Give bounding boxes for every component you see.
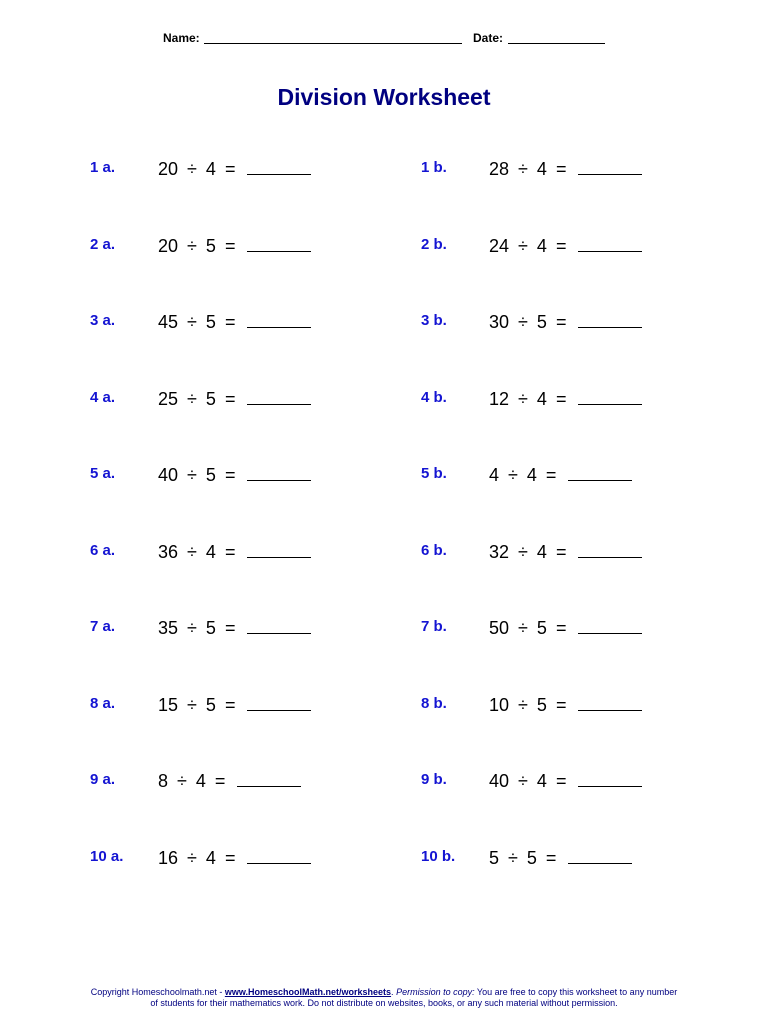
- answer-blank[interactable]: [247, 849, 311, 864]
- problem-number: 9 b.: [421, 771, 447, 788]
- dividend: 40: [158, 465, 179, 485]
- answer-blank[interactable]: [568, 849, 632, 864]
- problem-number: 2 b.: [421, 235, 447, 253]
- dividend: 20: [158, 235, 179, 256]
- division-sign: ÷: [518, 771, 528, 791]
- dividend: 36: [158, 541, 179, 562]
- divisor: 5: [205, 465, 216, 485]
- answer-blank[interactable]: [247, 313, 311, 328]
- divisor: 5: [205, 312, 216, 332]
- problem-expression: [158, 235, 311, 257]
- dividend: 25: [158, 388, 179, 409]
- problem-number: 1 b.: [421, 159, 447, 176]
- equals-sign: =: [545, 847, 557, 868]
- name-blank-line[interactable]: [204, 43, 462, 44]
- division-sign: ÷: [518, 541, 528, 562]
- division-sign: ÷: [187, 235, 197, 256]
- problem-expression: [489, 464, 632, 486]
- divisor: 4: [536, 388, 547, 409]
- dividend: 20: [158, 159, 179, 179]
- equals-sign: =: [555, 388, 567, 409]
- footer-copyright: [90, 987, 678, 1009]
- worksheet-header: [0, 30, 768, 50]
- answer-blank[interactable]: [578, 160, 642, 175]
- answer-blank[interactable]: [578, 543, 642, 558]
- problem-item: [421, 694, 721, 724]
- problem-item: [90, 770, 390, 800]
- answer-blank[interactable]: [247, 466, 311, 481]
- divisor: 4: [536, 541, 547, 562]
- division-sign: ÷: [177, 771, 187, 791]
- dividend: 40: [489, 771, 510, 791]
- dividend: 50: [489, 618, 510, 638]
- equals-sign: =: [555, 771, 567, 791]
- problem-expression: [158, 158, 311, 180]
- equals-sign: =: [224, 159, 236, 179]
- problem-number: 5 a.: [90, 465, 116, 482]
- division-sign: ÷: [518, 388, 528, 409]
- dividend: 4: [489, 465, 500, 485]
- problem-number: 2 a.: [90, 235, 116, 253]
- answer-blank[interactable]: [578, 313, 642, 328]
- problem-item: [421, 464, 721, 494]
- answer-blank[interactable]: [247, 160, 311, 175]
- problem-number: 8 a.: [90, 694, 116, 712]
- equals-sign: =: [214, 771, 226, 791]
- division-sign: ÷: [518, 312, 528, 332]
- problem-expression: [489, 694, 642, 716]
- equals-sign: =: [224, 541, 236, 562]
- problem-expression: [158, 388, 311, 410]
- divisor: 5: [205, 235, 216, 256]
- dividend: 15: [158, 694, 179, 715]
- divisor: 5: [536, 312, 547, 332]
- divisor: 5: [205, 694, 216, 715]
- equals-sign: =: [224, 312, 236, 332]
- problem-number: 3 a.: [90, 312, 116, 329]
- dividend: 12: [489, 388, 510, 409]
- problem-expression: [158, 847, 311, 869]
- date-label: Date:: [473, 31, 504, 45]
- problem-expression: [158, 311, 311, 333]
- division-sign: ÷: [518, 235, 528, 256]
- problem-expression: [158, 617, 311, 639]
- worksheets-link[interactable]: www.HomeschoolMath.net/worksheets: [224, 987, 392, 997]
- problem-number: 10 b.: [421, 847, 456, 865]
- problem-expression: [489, 158, 642, 180]
- answer-blank[interactable]: [247, 543, 311, 558]
- equals-sign: =: [224, 694, 236, 715]
- dividend: 30: [489, 312, 510, 332]
- problem-item: [421, 847, 721, 877]
- equals-sign: =: [224, 235, 236, 256]
- answer-blank[interactable]: [578, 772, 642, 787]
- division-sign: ÷: [187, 465, 197, 485]
- division-sign: ÷: [518, 618, 528, 638]
- dividend: 10: [489, 694, 510, 715]
- answer-blank[interactable]: [568, 466, 632, 481]
- equals-sign: =: [224, 847, 236, 868]
- division-sign: ÷: [187, 847, 197, 868]
- problem-item: [90, 388, 390, 418]
- equals-sign: =: [545, 465, 557, 485]
- equals-sign: =: [555, 235, 567, 256]
- problem-expression: [489, 847, 632, 869]
- problem-expression: [158, 541, 311, 563]
- division-sign: ÷: [187, 541, 197, 562]
- divisor: 5: [526, 847, 537, 868]
- divisor: 5: [536, 694, 547, 715]
- dividend: 35: [158, 618, 179, 638]
- dividend: 45: [158, 312, 179, 332]
- problem-expression: [489, 388, 642, 410]
- dividend: 16: [158, 847, 179, 868]
- equals-sign: =: [224, 465, 236, 485]
- problem-expression: [158, 464, 311, 486]
- date-blank-line[interactable]: [508, 43, 605, 44]
- division-sign: ÷: [187, 159, 197, 179]
- page-title: Division Worksheet: [277, 84, 491, 110]
- equals-sign: =: [555, 541, 567, 562]
- problem-item: [90, 694, 390, 724]
- divisor: 4: [205, 159, 216, 179]
- problem-number: 3 b.: [421, 312, 447, 329]
- footer-period: .: [391, 987, 397, 997]
- division-sign: ÷: [187, 388, 197, 409]
- problem-item: [90, 158, 390, 188]
- problem-item: [421, 388, 721, 418]
- problem-number: 1 a.: [90, 159, 116, 176]
- dividend: 8: [158, 771, 169, 791]
- divisor: 5: [205, 388, 216, 409]
- divisor: 4: [195, 771, 206, 791]
- dividend: 24: [489, 235, 510, 256]
- problem-item: [421, 770, 721, 800]
- dividend: 32: [489, 541, 510, 562]
- equals-sign: =: [555, 694, 567, 715]
- problem-number: 7 b.: [421, 618, 447, 635]
- problem-item: [90, 311, 390, 341]
- problem-number: 6 a.: [90, 541, 116, 559]
- problem-item: [90, 464, 390, 494]
- problem-expression: [489, 311, 642, 333]
- equals-sign: =: [555, 159, 567, 179]
- problem-number: 4 a.: [90, 388, 116, 406]
- problem-item: [90, 847, 390, 877]
- problem-item: [421, 617, 721, 647]
- divisor: 4: [205, 847, 216, 868]
- problem-item: [90, 617, 390, 647]
- divisor: 4: [536, 159, 547, 179]
- answer-blank[interactable]: [247, 696, 311, 711]
- copyright-text: Copyright Homeschoolmath.net -: [90, 987, 225, 997]
- divisor: 4: [536, 771, 547, 791]
- permission-text: You are free to copy this worksheet to any number of students for their mathematics work. Do not distribute on websites, books, or any such material without permission.: [150, 987, 678, 1008]
- answer-blank[interactable]: [578, 390, 642, 405]
- division-sign: ÷: [518, 694, 528, 715]
- problem-item: [90, 235, 390, 265]
- equals-sign: =: [555, 312, 567, 332]
- problem-expression: [158, 694, 311, 716]
- divisor: 4: [526, 465, 537, 485]
- problem-item: [421, 158, 721, 188]
- answer-blank[interactable]: [578, 237, 642, 252]
- answer-blank[interactable]: [237, 772, 301, 787]
- equals-sign: =: [224, 618, 236, 638]
- division-sign: ÷: [187, 618, 197, 638]
- problem-expression: [158, 770, 301, 792]
- dividend: 28: [489, 159, 510, 179]
- permission-label: Permission to copy:: [396, 987, 475, 997]
- equals-sign: =: [555, 618, 567, 638]
- problem-item: [90, 541, 390, 571]
- problem-number: 5 b.: [421, 465, 447, 482]
- division-sign: ÷: [518, 159, 528, 179]
- divisor: 5: [205, 618, 216, 638]
- problem-number: 7 a.: [90, 618, 116, 635]
- problem-expression: [489, 770, 642, 792]
- answer-blank[interactable]: [578, 696, 642, 711]
- problem-item: [421, 541, 721, 571]
- problem-number: 9 a.: [90, 771, 116, 788]
- answer-blank[interactable]: [247, 390, 311, 405]
- division-sign: ÷: [187, 694, 197, 715]
- problem-expression: [489, 235, 642, 257]
- divisor: 4: [536, 235, 547, 256]
- problem-number: 4 b.: [421, 388, 447, 406]
- dividend: 5: [489, 847, 500, 868]
- answer-blank[interactable]: [578, 619, 642, 634]
- problem-number: 10 a.: [90, 847, 124, 865]
- divisor: 4: [205, 541, 216, 562]
- problem-item: [421, 235, 721, 265]
- name-label: Name:: [163, 31, 200, 45]
- problem-number: 8 b.: [421, 694, 447, 712]
- answer-blank[interactable]: [247, 619, 311, 634]
- equals-sign: =: [224, 388, 236, 409]
- problem-expression: [489, 541, 642, 563]
- division-sign: ÷: [187, 312, 197, 332]
- divisor: 5: [536, 618, 547, 638]
- division-sign: ÷: [508, 465, 518, 485]
- problem-expression: [489, 617, 642, 639]
- division-sign: ÷: [508, 847, 518, 868]
- problem-item: [421, 311, 721, 341]
- answer-blank[interactable]: [247, 237, 311, 252]
- problem-number: 6 b.: [421, 541, 447, 559]
